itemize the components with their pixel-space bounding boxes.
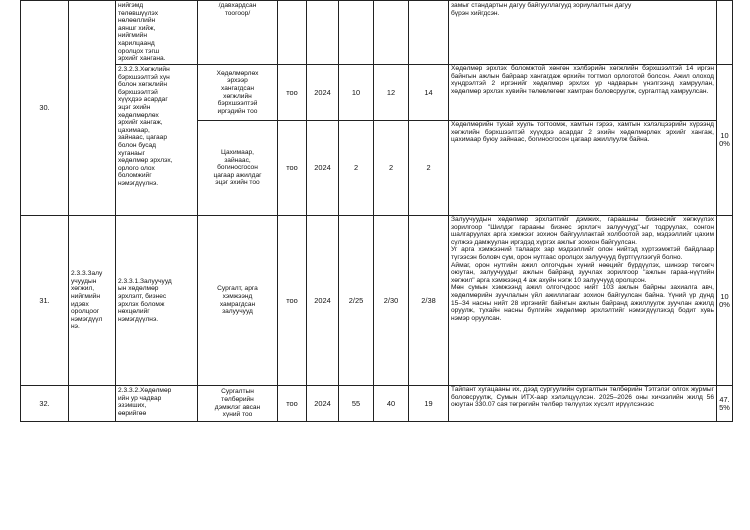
result-cell-31: Залуучуудын хөдөлмөр эрхлэлтийг дэмжих, гараашны бизнесийг хөгжүүлэх зорилгоор "Шилдэг гарааны бизнес эрхлэгч залуучууд"-ыг тодруулах, сонгон шалгаруулах арга хэмжээг зохион байгууллактай холбоотой зар, мэдээллийг цахим сүлжээ дамжуулан иргэдэд хүргэх ажлыг зохион байгуулсан. Уг арга хэмжээний талаарх зар мэдээллийг олон нийтэд хүртээмжтэй байдлаар түгээсэн боловч сум, орон нутгаас оролцох залуучууд бүртгүүлээгүй болно. Аймаг, орон нутгийн ажил олгогчдын хүний нөөцийг бүрдүүлэх, шинээр төгсөгч оюутан, залуучуудыг ажлын байранд зуучлах зорилгоор "ажлын гараа-нүүтийн хөгжил" арга хэмжээнд 4 аж ахуйн нэгж 10 залуучууд оролцсон. Мөн сумын хэмжээнд ажил олгогчдоос нийт 103 ажлын байрны захиалга авч, хөдөлмөрийн зуучлалын үйл ажиллагааг зохион байгуулсан байна. Үүний үр дүнд 15–34 насны нийт 28 иргэнийг байнгын ажлын байранд ажиллуулж зуучлан ажилд оруулж, тухайн насны бүлгийн хөдөлмөр эрхлэлтийг нэмэгдүүлэхэд бодит хувь нэмэр оруулсан. xyxy=(449,216,717,386)
indicator-cell-continued: /давхардсан тоогоор/ xyxy=(198,1,278,65)
table-row xyxy=(21,1,733,65)
year-cell-continued xyxy=(307,1,339,65)
result-cell-30a: Хөдөлмөр эрхлэх боломжтой хөнгөн хэлбэрийн хөгжлийн бэрхшээлтэй 14 иргэн байнгын ажлын байраар хангагдаж өрхийн тогтмол орлоготой болсон. Ажил олоход хүндрэлтэй 2 иргэнийг хөдөлмөр эрхлэх ур чадварын үнэлгээнд хамруулан, хөдөлмөр эрхлэх хувийн төлөвлөгөөг хамтран боловсруулж, сургалтад хамруулсан. xyxy=(449,65,717,121)
unit-cell-32: тоо xyxy=(278,386,307,422)
actual-cell-31: 2/38 xyxy=(409,216,449,386)
indicator-cell-30b: Цахимаар, зайнаас, богиносгосон цагаар ажилдаг эцэг эхийн тоо xyxy=(198,121,278,216)
indicator-cell-30a: Хөдөлмөрлөх эрхээр хангагдсан хөгжлийн бэрхшээлтэй иргэдийн тоо xyxy=(198,65,278,121)
unit-cell-31: тоо xyxy=(278,216,307,386)
year-cell-30a: 2024 xyxy=(307,65,339,121)
year-cell-31: 2024 xyxy=(307,216,339,386)
indicator-cell-31: Сургалт, арга хэмжээнд хамрагдсан залуучууд xyxy=(198,216,278,386)
result-cell-continued: замыг стандартын дагуу байгууллагууд зориулалтын дагуу бүрэн хийгдсэн. xyxy=(449,1,717,65)
actual-cell-30b: 2 xyxy=(409,121,449,216)
baseline-cell-32: 55 xyxy=(339,386,374,422)
actual-cell-32: 19 xyxy=(409,386,449,422)
activity-cell-continued: нийгэмд төлөвшүүлэх нөлөөллийн аяншг хийж, нийгмийн харилцаанд оролцох тэгш эрхийг хангана. xyxy=(116,1,198,65)
percent-cell-32: 47.5% xyxy=(717,386,733,422)
activity-cell-31: 2.3.3.1.Залуучууд ын хөдөлмөр эрхлэлт, бизнес эрхлэх боломж нөхцөлийг нэмэгдүүлнэ. xyxy=(116,216,198,386)
row-number-30: 30. xyxy=(21,1,69,216)
target-cell-continued xyxy=(374,1,409,65)
row-number-31: 31. xyxy=(21,216,69,386)
percent-cell-30: 100% xyxy=(717,65,733,216)
baseline-cell-30b: 2 xyxy=(339,121,374,216)
result-cell-32: Тайпант хугацааны их, дээд сургуулийн сургалтын төлбөрийн Тэтгэлэг олгох журмыг боловсруулж, Сумын ИТХ-аар хэлэлцүүлсэн. 2025–2026 оны хичээлийн жилд 56 оюутан 330.07 сая төгрөгийн төлбөр төлүүлэх хүсэлт ирүүлсэнээс xyxy=(449,386,717,422)
table-row xyxy=(21,65,733,121)
row-number-32: 32. xyxy=(21,386,69,422)
indicator-cell-32: Сургалтын төлбөрийн дэмжлэг авсан хүний тоо xyxy=(198,386,278,422)
percent-cell-continued xyxy=(717,1,733,65)
objective-cell-31: 2.3.3.Залу учуудын хөгжил, нийгмийн идэвх оролцоог нэмэгдүүл нэ. xyxy=(69,216,116,386)
actual-cell-continued xyxy=(409,1,449,65)
percent-cell-31: 100% xyxy=(717,216,733,386)
activity-cell-30: 2.3.2.3.Хөгжлийн бэрхшээлтэй хүн болон хөгжлийн бэрхшээлтэй хүүхдээ асардаг эцэг эхийн хөдөлмөрлөх эрхийг хангаж, цахимаар, зайнаас, цагаар болон бусад хуганаыг хөдөлмөр эрхлэх, орлого олох боломжийг нэмэгдүүлнэ. xyxy=(116,65,198,216)
objective-cell-30 xyxy=(69,1,116,216)
baseline-cell-31: 2/25 xyxy=(339,216,374,386)
target-cell-30a: 12 xyxy=(374,65,409,121)
target-cell-30b: 2 xyxy=(374,121,409,216)
unit-cell-30b: тоо xyxy=(278,121,307,216)
unit-cell-continued xyxy=(278,1,307,65)
table-row xyxy=(21,386,733,422)
baseline-cell-30a: 10 xyxy=(339,65,374,121)
document-page xyxy=(20,0,732,500)
target-cell-32: 40 xyxy=(374,386,409,422)
plan-report-table xyxy=(20,0,733,422)
table-row xyxy=(21,216,733,386)
activity-cell-32: 2.3.3.2.Хөдөлмөр ийн ур чадвар эзэмших, өөрийгөө xyxy=(116,386,198,422)
result-cell-30b: Хөдөлмөрийн тухай хууль тогтоомж, хамтын гэрээ, хамтын хэлэлцээрийн хүрээнд хөгжлийн бэрхшээлтэй хүүхдээ асардаг 2 эхийн хөдөлмөрлөх эрхийг хангаж, цахимаар буюу зайнаас, богиносгосон цагаар ажиллуулж байна. xyxy=(449,121,717,216)
year-cell-30b: 2024 xyxy=(307,121,339,216)
actual-cell-30a: 14 xyxy=(409,65,449,121)
objective-cell-32 xyxy=(69,386,116,422)
unit-cell-30a: тоо xyxy=(278,65,307,121)
baseline-cell-continued xyxy=(339,1,374,65)
target-cell-31: 2/30 xyxy=(374,216,409,386)
year-cell-32: 2024 xyxy=(307,386,339,422)
